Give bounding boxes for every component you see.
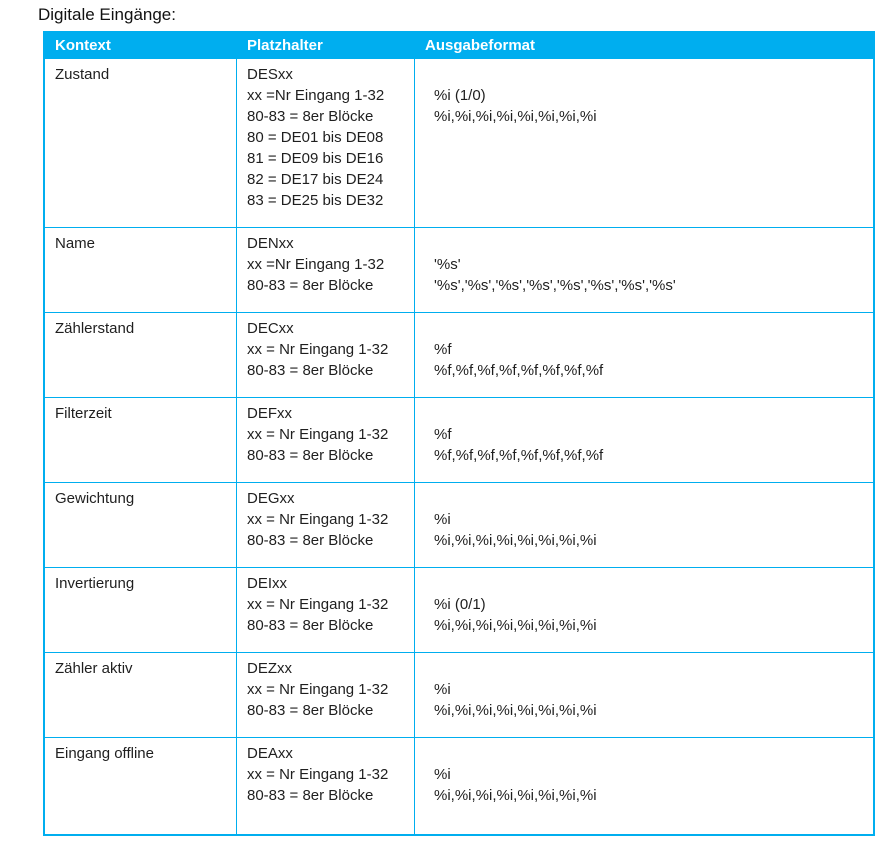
- platzhalter-cell: [237, 59, 415, 227]
- platzhalter-line: xx = Nr Eingang 1-32: [247, 681, 389, 698]
- platzhalter-line: xx = Nr Eingang 1-32: [247, 511, 389, 528]
- column-header-platzhalter: Platzhalter: [247, 37, 323, 54]
- platzhalter-cell: [237, 398, 415, 482]
- platzhalter-line: 80-83 = 8er Blöcke: [247, 277, 374, 294]
- platzhalter-line: DEIxx: [247, 575, 288, 592]
- table-row: [45, 313, 873, 398]
- table-row: [45, 653, 873, 738]
- platzhalter-line: xx =Nr Eingang 1-32: [247, 256, 385, 273]
- platzhalter-line: xx =Nr Eingang 1-32: [247, 87, 385, 104]
- platzhalter-line: 80-83 = 8er Blöcke: [247, 617, 374, 634]
- table-header-row: [45, 33, 873, 59]
- platzhalter-line: DEAxx: [247, 745, 293, 762]
- ausgabeformat-line: %i,%i,%i,%i,%i,%i,%i,%i: [434, 702, 597, 719]
- platzhalter-cell: [237, 228, 415, 312]
- platzhalter-line: xx = Nr Eingang 1-32: [247, 596, 389, 613]
- ausgabeformat-cell: [415, 228, 873, 312]
- platzhalter-line: 83 = DE25 bis DE32: [247, 192, 384, 209]
- kontext-cell: Invertierung: [45, 568, 237, 652]
- page-title: Digitale Eingänge:: [38, 5, 176, 24]
- ausgabeformat-line: %i (1/0): [434, 87, 486, 104]
- ausgabeformat-line: %f: [434, 341, 452, 358]
- platzhalter-line: 80-83 = 8er Blöcke: [247, 108, 374, 125]
- platzhalter-line: xx = Nr Eingang 1-32: [247, 426, 389, 443]
- kontext-cell: Zähler aktiv: [45, 653, 237, 737]
- ausgabeformat-line: %i,%i,%i,%i,%i,%i,%i,%i: [434, 532, 597, 549]
- ausgabeformat-line: %f,%f,%f,%f,%f,%f,%f,%f: [434, 447, 604, 464]
- platzhalter-line: DEGxx: [247, 490, 295, 507]
- table-row: [45, 228, 873, 313]
- platzhalter-cell: [237, 313, 415, 397]
- platzhalter-line: DENxx: [247, 235, 294, 252]
- ausgabeformat-cell: [415, 568, 873, 652]
- platzhalter-line: 80 = DE01 bis DE08: [247, 129, 384, 146]
- platzhalter-line: DEZxx: [247, 660, 292, 677]
- ausgabeformat-line: %f,%f,%f,%f,%f,%f,%f,%f: [434, 362, 604, 379]
- kontext-cell: Name: [45, 228, 237, 312]
- ausgabeformat-cell: [415, 738, 873, 834]
- ausgabeformat-line: %i: [434, 511, 451, 528]
- digital-inputs-table: [43, 31, 875, 836]
- platzhalter-line: 81 = DE09 bis DE16: [247, 150, 384, 167]
- ausgabeformat-cell: [415, 398, 873, 482]
- platzhalter-line: xx = Nr Eingang 1-32: [247, 341, 389, 358]
- platzhalter-cell: [237, 738, 415, 834]
- kontext-cell: Zählerstand: [45, 313, 237, 397]
- ausgabeformat-line: %i,%i,%i,%i,%i,%i,%i,%i: [434, 108, 597, 125]
- ausgabeformat-line: %i,%i,%i,%i,%i,%i,%i,%i: [434, 787, 597, 804]
- ausgabeformat-cell: [415, 59, 873, 227]
- ausgabeformat-cell: [415, 653, 873, 737]
- table-row: [45, 483, 873, 568]
- platzhalter-line: 82 = DE17 bis DE24: [247, 171, 384, 188]
- ausgabeformat-line: '%s': [434, 256, 461, 273]
- column-header-kontext: Kontext: [55, 37, 111, 54]
- kontext-cell: Zustand: [45, 59, 237, 227]
- ausgabeformat-line: %f: [434, 426, 452, 443]
- platzhalter-line: DEFxx: [247, 405, 292, 422]
- platzhalter-cell: [237, 568, 415, 652]
- platzhalter-line: 80-83 = 8er Blöcke: [247, 447, 374, 464]
- platzhalter-line: 80-83 = 8er Blöcke: [247, 532, 374, 549]
- table-row: [45, 398, 873, 483]
- ausgabeformat-line: %i: [434, 766, 451, 783]
- platzhalter-line: 80-83 = 8er Blöcke: [247, 362, 374, 379]
- ausgabeformat-line: '%s','%s','%s','%s','%s','%s','%s','%s': [434, 277, 676, 294]
- ausgabeformat-cell: [415, 483, 873, 567]
- kontext-cell: Filterzeit: [45, 398, 237, 482]
- platzhalter-line: xx = Nr Eingang 1-32: [247, 766, 389, 783]
- platzhalter-line: DECxx: [247, 320, 294, 337]
- column-header-ausgabeformat: Ausgabeformat: [425, 37, 536, 54]
- platzhalter-line: 80-83 = 8er Blöcke: [247, 702, 374, 719]
- kontext-cell: Gewichtung: [45, 483, 237, 567]
- platzhalter-cell: [237, 653, 415, 737]
- ausgabeformat-cell: [415, 313, 873, 397]
- platzhalter-line: 80-83 = 8er Blöcke: [247, 787, 374, 804]
- table-row: [45, 738, 873, 834]
- platzhalter-cell: [237, 483, 415, 567]
- ausgabeformat-line: %i: [434, 681, 451, 698]
- ausgabeformat-line: %i (0/1): [434, 596, 486, 613]
- kontext-cell: Eingang offline: [45, 738, 237, 834]
- platzhalter-line: DESxx: [247, 66, 293, 83]
- table-row: [45, 568, 873, 653]
- ausgabeformat-line: %i,%i,%i,%i,%i,%i,%i,%i: [434, 617, 597, 634]
- table-row: [45, 59, 873, 228]
